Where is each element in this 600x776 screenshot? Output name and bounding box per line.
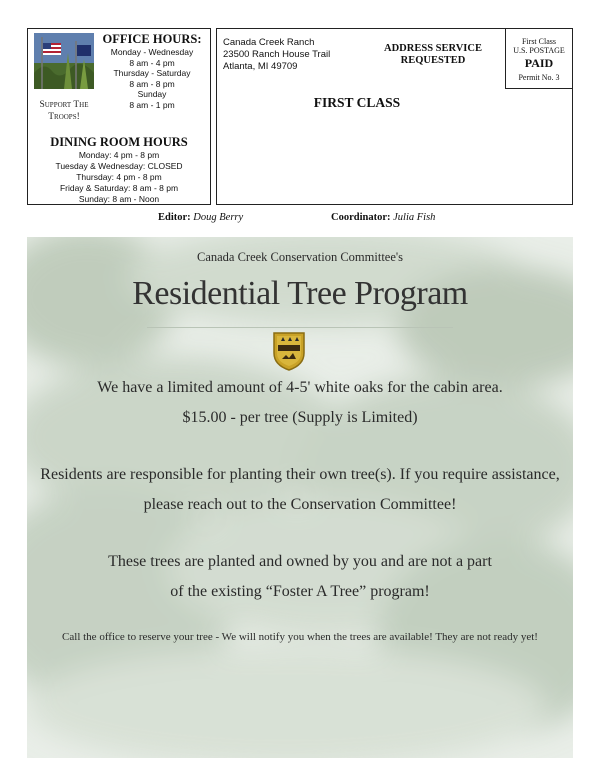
dining-hours-title: DINING ROOM HOURS [50, 135, 188, 149]
coordinator-label: Coordinator: [331, 212, 391, 223]
office-hours-line: Sunday [137, 89, 167, 100]
postage-us: U.S. POSTAGE [513, 46, 565, 55]
office-hours-list [96, 47, 208, 111]
postage-paid: PAID [524, 56, 554, 70]
postage-class: First Class [521, 37, 556, 46]
title-divider [147, 327, 453, 328]
dining-hours-line: Tuesday & Wednesday: CLOSED [55, 161, 183, 171]
dining-hours-line: Friday & Saturday: 8 am - 8 pm [59, 183, 179, 193]
first-class-label: FIRST CLASS [313, 95, 401, 110]
office-hours-line: 8 am - 4 pm [129, 57, 175, 68]
office-hours-title: OFFICE HOURS: [102, 32, 202, 46]
price-text: $15.00 - per tree (Supply is Limited) [182, 409, 418, 426]
dining-hours-line: Sunday: 8 am - Noon [78, 194, 160, 204]
oak-availability-text: We have a limited amount of 4-5' white oaks for the cabin area. [97, 379, 503, 396]
editor-label: Editor: [158, 212, 191, 223]
office-hours-line: Thursday - Saturday [113, 68, 191, 79]
dining-hours-line: Monday: 4 pm - 8 pm [78, 150, 160, 160]
contact-committee-text: please reach out to the Conservation Committee! [143, 496, 457, 513]
postage-indicia [505, 28, 573, 89]
reserve-tree-text: Call the office to reserve your tree - We will notify you when the trees are available! They are not ready yet! [62, 631, 538, 643]
address-service-line-1: ADDRESS SERVICE [384, 43, 482, 54]
office-hours-line: 8 am - 8 pm [129, 78, 175, 89]
address-line: Canada Creek Ranch [223, 37, 315, 48]
office-hours-line: Monday - Wednesday [110, 47, 194, 57]
coordinator-name: Julia Fish [393, 212, 436, 223]
coordinator-credit [331, 212, 435, 223]
return-address [223, 37, 330, 73]
postage-permit: Permit No. 3 [518, 73, 560, 82]
foster-program-text: of the existing “Foster A Tree” program! [170, 583, 430, 600]
address-line: Atlanta, MI 49709 [223, 61, 298, 72]
troops-flag-photo [34, 33, 94, 89]
address-line: 23500 Ranch House Trail [223, 49, 331, 60]
editor-name: Doug Berry [193, 212, 244, 223]
dining-hours-line: Thursday: 4 pm - 8 pm [76, 172, 162, 182]
office-hours-line: 8 am - 1 pm [129, 99, 175, 110]
responsibility-text: Residents are responsible for planting their own tree(s). If you require assistance, [40, 466, 560, 483]
support-troops-caption [30, 99, 98, 123]
credits-line [0, 212, 600, 228]
support-line-1: Support The [39, 100, 89, 110]
dining-hours-list [28, 150, 210, 205]
tree-program-flyer [27, 237, 573, 758]
ownership-text: These trees are planted and owned by you and are not a part [108, 553, 492, 570]
support-line-2: Troops! [48, 112, 80, 122]
committee-name: Canada Creek Conservation Committee's [196, 250, 404, 264]
editor-credit [158, 212, 243, 223]
program-title: Residential Tree Program [132, 275, 468, 312]
address-service-requested [377, 43, 489, 67]
hours-box [27, 28, 211, 205]
address-service-line-2: REQUESTED [400, 55, 466, 66]
ranch-crest-icon [272, 331, 306, 371]
